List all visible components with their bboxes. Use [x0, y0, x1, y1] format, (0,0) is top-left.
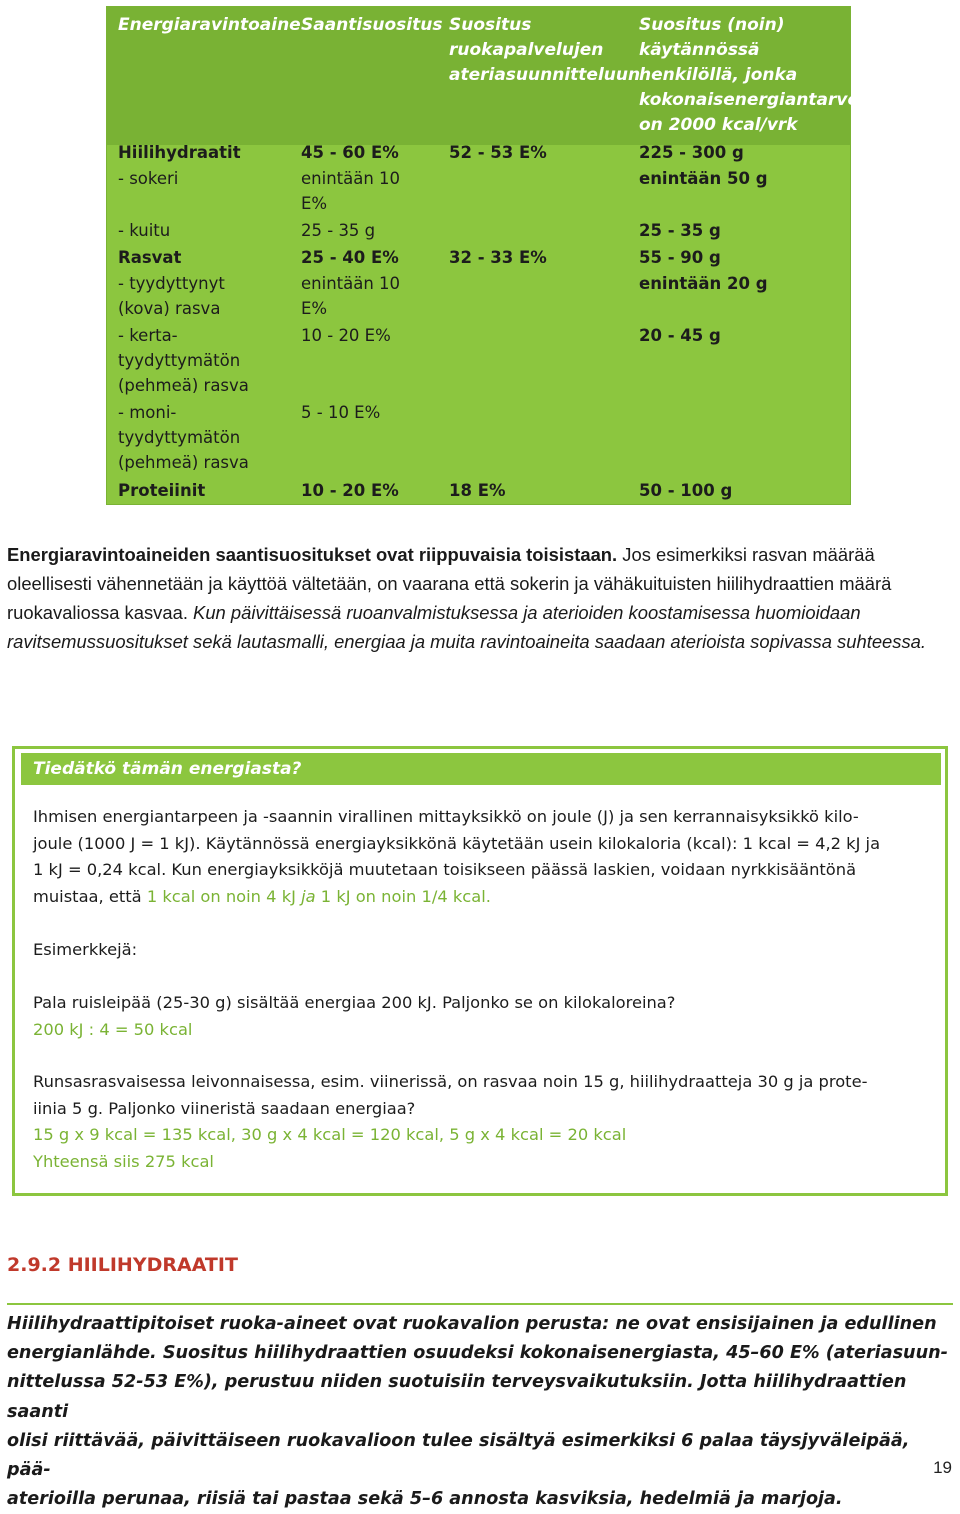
section-paragraph: Hiilihydraattipitoiset ruoka-aineet ovat ruokavalion perusta: ne ovat ensisijainen ja edullinen energianlähde. Suositus hiilihydraattien osuudeksi kokonaisenergiasta, 45–60 E% (ateriasuun- nittelussa 52-53 E%), perustuu niiden suotuisiin terveysvaikutuksiin. Jotta hiilihydraattien saanti olisi riittävää, päivittäiseen ruokavalioon tulee sisältyä esimerkiksi 6 palaa täysjyväleipää, pää- aterioilla perunaa, riisiä tai pastaa sekä 5–6 annosta kasviksia, hedelmiä ja marjoja.: [7, 1314, 948, 1510]
page-number: 19: [933, 1458, 952, 1477]
info-box-title: Tiedätkö tämän energiasta?: [21, 753, 941, 785]
row-tyydyttynyt-name: - tyydyttynyt (kova) rasva: [118, 274, 225, 318]
row-tyydyttynyt-kaytanto: enintään 20 g: [639, 274, 768, 293]
header-saantisuositus: Saantisuositus: [301, 15, 443, 35]
section-heading: 2.9.2 HIILIHYDRAATIT: [7, 1254, 238, 1276]
row-kertatyydyttymaton-kaytanto: 20 - 45 g: [639, 326, 721, 345]
row-sokeri-saanti: enintään 10 E%: [301, 169, 401, 213]
row-rasvat-saanti: 25 - 40 E%: [301, 248, 399, 267]
header-kaytannossa: Suositus (noin) käytännössä henkilöllä, jonka kokonaisenergiantarve on 2000 kcal/vrk: [639, 15, 859, 135]
section-divider: [7, 1303, 953, 1305]
row-kuitu-saanti: 25 - 35 g: [301, 221, 376, 240]
row-rasvat-ruoka: 32 - 33 E%: [449, 248, 547, 267]
example-2: Runsasrasvaisessa leivonnaisessa, esim. viinerissä, on rasvaa noin 15 g, hiilihydraatteja 30 g ja prote- iinia 5 g. Paljonko viineristä saadaan energiaa? 15 g x 9 kcal = 135 kcal, 30 g x 4 kcal = 120 kcal, 5 g x 4 kcal = 20 kcal Yhteensä siis 275 kcal: [33, 1072, 868, 1171]
energy-info-box: [12, 746, 948, 1196]
row-monityydyttymaton-name: - moni- tyydyttymätön (pehmeä) rasva: [118, 403, 249, 472]
row-kuitu-kaytanto: 25 - 35 g: [639, 221, 721, 240]
header-ateriasuunnittelu: Suositus ruokapalvelujen ateriasuunnitteluun: [449, 15, 641, 85]
row-rasvat-name: Rasvat: [118, 248, 182, 267]
header-energiaravintoaine: Energiaravintoaine: [118, 15, 301, 35]
info-intro-text: Ihmisen energiantarpeen ja -saannin virallinen mittayksikkö on joule (J) ja sen kerrannaisyksikkö kilo- joule (1000 J = 1 kJ). Käytännössä energiayksikkönä käytetään usein kilokaloria (kcal): 1 kcal = 4,2 kJ ja 1 kJ = 0,24 kcal. Kun energiayksikköjä muutetaan toisikseen päässä laskien, voidaan nyrkkisääntönä muistaa, että 1 kcal on noin 4 kJ ja 1 kJ on noin 1/4 kcal.: [33, 807, 881, 906]
row-hiilihydraatit-kaytanto: 225 - 300 g: [639, 143, 744, 162]
intro-paragraph: Energiaravintoaineiden saantisuositukset ovat riippuvaisia toisistaan. Jos esimerkiksi rasvan määrää oleellisesti vähennetään ja käyttöä vältetään, on vaarana että sokerin ja vähäkuituisten hiilihydraattien määrä ruokavaliossa kasvaa. Kun päivittäisessä ruoanvalmistuksessa ja aterioiden koostamisessa huomioidaan ravitsemussuositukset sekä lautasmalli, energiaa ja muita ravintoaineita saadaan aterioista sopivassa suhteessa.: [7, 544, 927, 652]
row-proteiinit-ruoka: 18 E%: [449, 481, 506, 500]
row-proteiinit-name: Proteiinit: [118, 481, 206, 500]
row-kertatyydyttymaton-name: - kerta- tyydyttymätön (pehmeä) rasva: [118, 326, 249, 395]
row-proteiinit-kaytanto: 50 - 100 g: [639, 481, 733, 500]
row-kertatyydyttymaton-saanti: 10 - 20 E%: [301, 326, 391, 345]
row-monityydyttymaton-saanti: 5 - 10 E%: [301, 403, 381, 422]
example-1: Pala ruisleipää (25-30 g) sisältää energiaa 200 kJ. Paljonko se on kilokaloreina? 200 kJ : 4 = 50 kcal: [33, 993, 676, 1039]
row-kuitu-name: - kuitu: [118, 221, 171, 240]
row-proteiinit-saanti: 10 - 20 E%: [301, 481, 399, 500]
row-hiilihydraatit-ruoka: 52 - 53 E%: [449, 143, 547, 162]
row-rasvat-kaytanto: 55 - 90 g: [639, 248, 721, 267]
examples-heading: Esimerkkejä:: [33, 940, 138, 959]
row-sokeri-name: - sokeri: [118, 169, 179, 188]
row-hiilihydraatit-saanti: 45 - 60 E%: [301, 143, 399, 162]
row-hiilihydraatit-name: Hiilihydraatit: [118, 143, 241, 162]
nutrient-recommendation-table: [106, 6, 859, 505]
row-sokeri-kaytanto: enintään 50 g: [639, 169, 768, 188]
row-tyydyttynyt-saanti: enintään 10 E%: [301, 274, 401, 318]
